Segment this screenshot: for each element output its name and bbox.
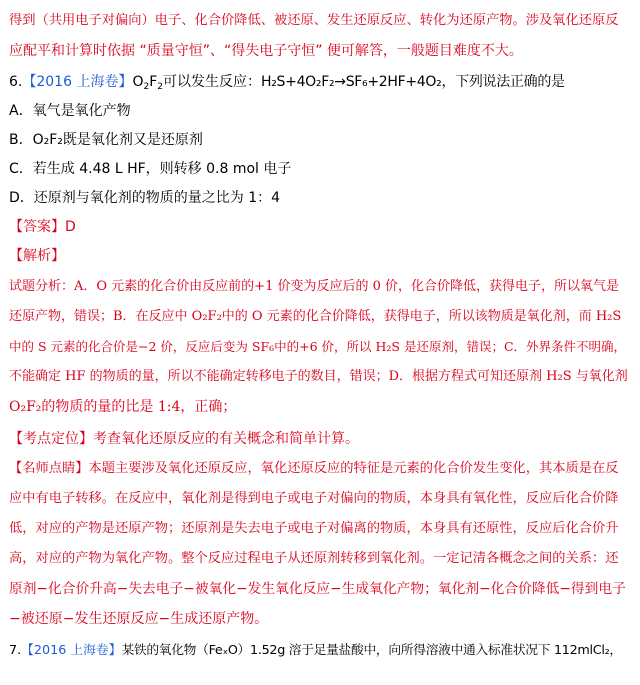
answer-label: 【答案】 <box>9 219 65 235</box>
question-source: 【2016 上海卷】 <box>22 74 133 90</box>
question-number: 6. <box>9 74 23 90</box>
mingshi-line-6: −被还原−发生还原反应−生成还原产物。 <box>9 611 269 627</box>
kaodian-label: 【考点定位】 <box>9 431 93 447</box>
kaodian-text: 考查氧化还原反应的有关概念和简单计算。 <box>93 431 359 447</box>
analysis-line-1: 试题分析：A．O 元素的化合价由反应前的+1 价变为反应后的 0 价，化合价降低，获得电子，所以氧气是 <box>9 279 620 294</box>
option-c: C．若生成 4.48 L HF，则转移 0.8 mol 电子 <box>9 161 292 177</box>
analysis-line-2: 还原产物，错误；B．在反应中 O₂F₂中的 O 元素的化合价降低，获得电子，所以该物质是氧化剂，而 H₂S <box>9 309 622 324</box>
question-6-stem <box>9 71 565 98</box>
question-7-stem <box>9 640 622 662</box>
mingshi-line-2: 应中有电子转移。在反应中，氧化剂是得到电子或电子对偏向的物质，本身具有氧化性，反应后化合价降 <box>9 491 619 506</box>
question-number: 7. <box>9 643 22 658</box>
mingshi-line-1 <box>9 458 619 480</box>
question-7-text: 某铁的氧化物（FeₓO）1.52g 溶于足量盐酸中，向所得溶液中通入标准状况下 112mlCl₂， <box>121 643 622 658</box>
formula-sub: 2 <box>143 82 150 92</box>
analysis-label: 【解析】 <box>9 248 65 264</box>
answer-value: D <box>65 219 76 235</box>
analysis-line-4: 不能确定 HF 的物质的量，所以不能确定转移电子的数目，错误；D．根据方程式可知还原剂 H₂S 与氧化剂 <box>9 369 628 384</box>
answer-line <box>9 216 76 238</box>
formula-f: F <box>149 74 158 90</box>
formula-sub: 2 <box>157 82 164 92</box>
intro-line-2: 应配平和计算时依据 “质量守恒”、“得失电子守恒” 便可解答，一般题目难度不大。 <box>9 43 523 59</box>
kaodian-line <box>9 428 359 450</box>
option-b: B．O₂F₂既是氧化剂又是还原剂 <box>9 132 203 148</box>
intro-line-1: 得到（共用电子对偏向）电子、化合价降低、被还原、发生还原反应、转化为还原产物。涉及氧化还原反 <box>9 13 619 28</box>
formula-o: O <box>132 74 144 90</box>
mingshi-line-5: 原剂−化合价升高−失去电子−被氧化−发生氧化反应−生成氧化产物；氧化剂−化合价降低−得到电子 <box>9 581 626 597</box>
option-d: D．还原剂与氧化剂的物质的量之比为 1：4 <box>9 190 281 206</box>
mingshi-label: 【名师点睛】 <box>9 461 89 476</box>
option-a: A．氧气是氧化产物 <box>9 103 131 119</box>
mingshi-line-4: 高，对应的产物为氧化产物。整个反应过程电子从还原剂转移到氧化剂。一定记清各概念之间的关系：还 <box>9 551 619 566</box>
reaction-equation: H₂S+4O₂F₂→SF₆+2HF+4O₂，下列说法正确的是 <box>261 74 565 90</box>
question-source: 【2016 上海卷】 <box>21 643 122 658</box>
analysis-line-3: 中的 S 元素的化合价是−2 价，反应后变为 SF₆中的+6 价，所以 H₂S 是还原剂，错误；C．外界条件不明确， <box>9 339 627 354</box>
mingshi-text: 本题主要涉及氧化还原反应，氧化还原反应的特征是元素的化合价发生变化，其本质是在反 <box>88 461 619 476</box>
mingshi-line-3: 低，对应的产物是还原产物；还原剂是失去电子或电子对偏离的物质，本身具有还原性，反应后化合价升 <box>9 521 619 536</box>
analysis-line-5: O₂F₂的物质的量的比是 1:4，正确； <box>9 399 237 415</box>
stem-text: 可以发生反应： <box>163 74 262 90</box>
